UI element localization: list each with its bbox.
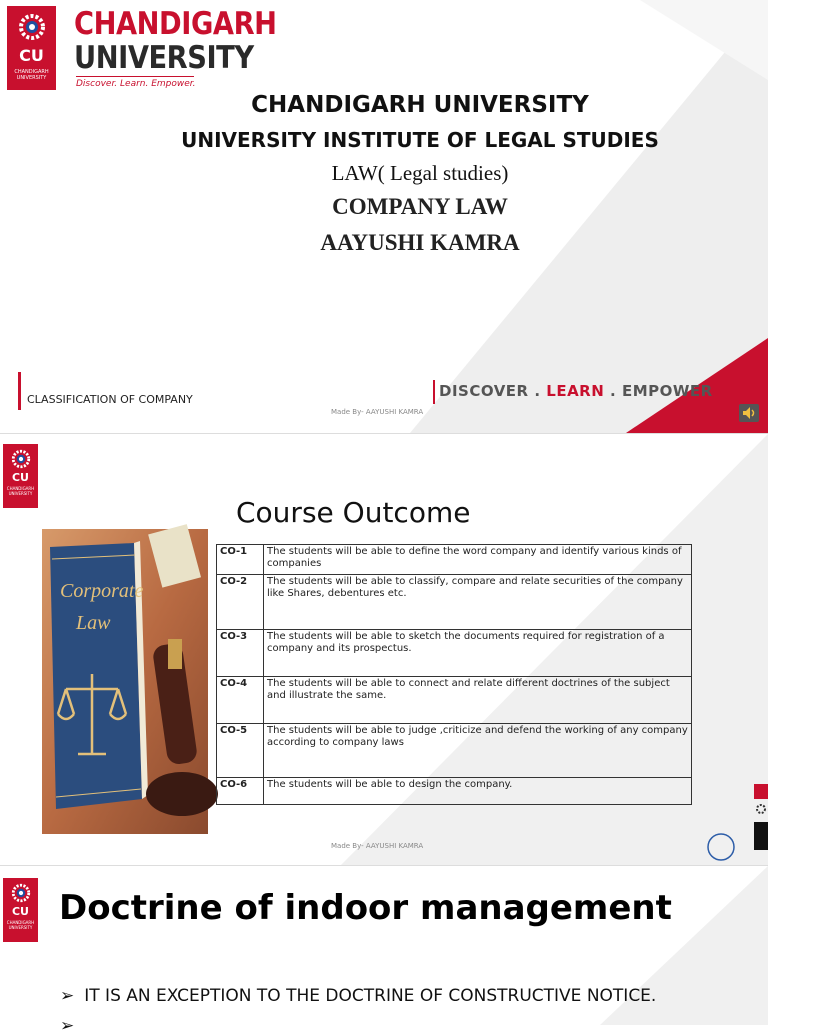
brand-line-2: UNIVERSITY	[74, 40, 254, 76]
motto-discover: DISCOVER .	[439, 382, 541, 400]
book-title-line-2: Law	[76, 612, 111, 634]
cu-logo	[3, 878, 38, 942]
circle-nav-icon[interactable]	[705, 831, 737, 863]
footer-accent-bar	[18, 372, 21, 410]
arrow-bullet-icon: ➢	[60, 1016, 75, 1036]
footer-topic: CLASSIFICATION OF COMPANY	[27, 393, 193, 406]
made-by-text: Made By- AAYUSHI KAMRA	[331, 842, 424, 850]
slide-doctrine	[0, 865, 768, 1036]
motto-learn: LEARN	[546, 382, 605, 400]
logo-badge-sub: CHANDIGARH UNIVERSITY	[14, 69, 49, 81]
university-title: CHANDIGARH UNIVERSITY	[251, 92, 589, 118]
cu-logo	[3, 444, 38, 508]
co-code: CO-4	[217, 677, 264, 724]
co-text: The students will be able to define the word company and identify various kinds of companies	[264, 545, 692, 575]
co-code: CO-6	[217, 778, 264, 805]
gear-emblem-icon	[755, 802, 768, 816]
book-title-line-1: Corporate	[60, 580, 144, 602]
co-text: The students will be able to judge ,criticize and defend the working of any company according to company laws	[264, 724, 692, 778]
table-row	[217, 724, 692, 778]
motto-accent-bar	[433, 380, 435, 404]
gear-emblem-icon	[9, 881, 33, 905]
gear-emblem-icon	[15, 10, 49, 44]
program-title: LAW( Legal studies)	[331, 161, 509, 185]
table-row	[217, 575, 692, 630]
table-row	[217, 630, 692, 677]
logo-badge: CU	[11, 905, 29, 918]
course-outcome-heading: Course Outcome	[236, 496, 471, 529]
bullet-text: IT IS AN EXCEPTION TO THE DOCTRINE OF CONSTRUCTIVE NOTICE.	[84, 986, 657, 1006]
gear-emblem-icon	[9, 447, 33, 471]
bullet-item	[60, 1016, 84, 1036]
brand-line-1: CHANDIGARH	[74, 6, 277, 42]
co-text: The students will be able to connect and relate different doctrines of the subject and illustrate the same.	[264, 677, 692, 724]
speaker-icon[interactable]	[739, 404, 759, 422]
slide-title	[0, 0, 768, 433]
author-title: AAYUSHI KAMRA	[320, 230, 520, 255]
logo-badge-sub: CHANDIGARH UNIVERSITY	[6, 920, 35, 930]
logo-badge-sub: CHANDIGARH UNIVERSITY	[6, 486, 35, 496]
co-code: CO-1	[217, 545, 264, 575]
co-text: The students will be able to sketch the documents required for registration of a company and its prospectus.	[264, 630, 692, 677]
co-code: CO-5	[217, 724, 264, 778]
co-text: The students will be able to classify, compare and relate securities of the company like Shares, debentures etc.	[264, 575, 692, 630]
co-code: CO-3	[217, 630, 264, 677]
corporate-law-book-image	[42, 529, 208, 834]
logo-badge: CU	[11, 471, 29, 484]
motto	[439, 382, 713, 400]
motto-empower: . EMPOWER	[610, 382, 713, 400]
cu-logo	[7, 6, 56, 90]
table-row	[217, 778, 692, 805]
co-text: The students will be able to design the company.	[264, 778, 692, 805]
made-by-text: Made By- AAYUSHI KAMRA	[331, 408, 424, 416]
logo-badge: CU	[19, 46, 44, 65]
slide-course-outcome	[0, 433, 768, 866]
table-row	[217, 677, 692, 724]
subject-title: COMPANY LAW	[332, 194, 508, 219]
course-outcome-table	[216, 544, 692, 805]
doctrine-heading: Doctrine of indoor management	[59, 888, 672, 928]
table-row	[217, 545, 692, 575]
institute-title: UNIVERSITY INSTITUTE OF LEGAL STUDIES	[181, 128, 659, 152]
brand-underline	[76, 76, 194, 77]
arrow-bullet-icon: ➢	[60, 986, 75, 1006]
co-code: CO-2	[217, 575, 264, 630]
bullet-item	[60, 986, 656, 1006]
brand-tagline: Discover. Learn. Empower.	[76, 79, 196, 89]
